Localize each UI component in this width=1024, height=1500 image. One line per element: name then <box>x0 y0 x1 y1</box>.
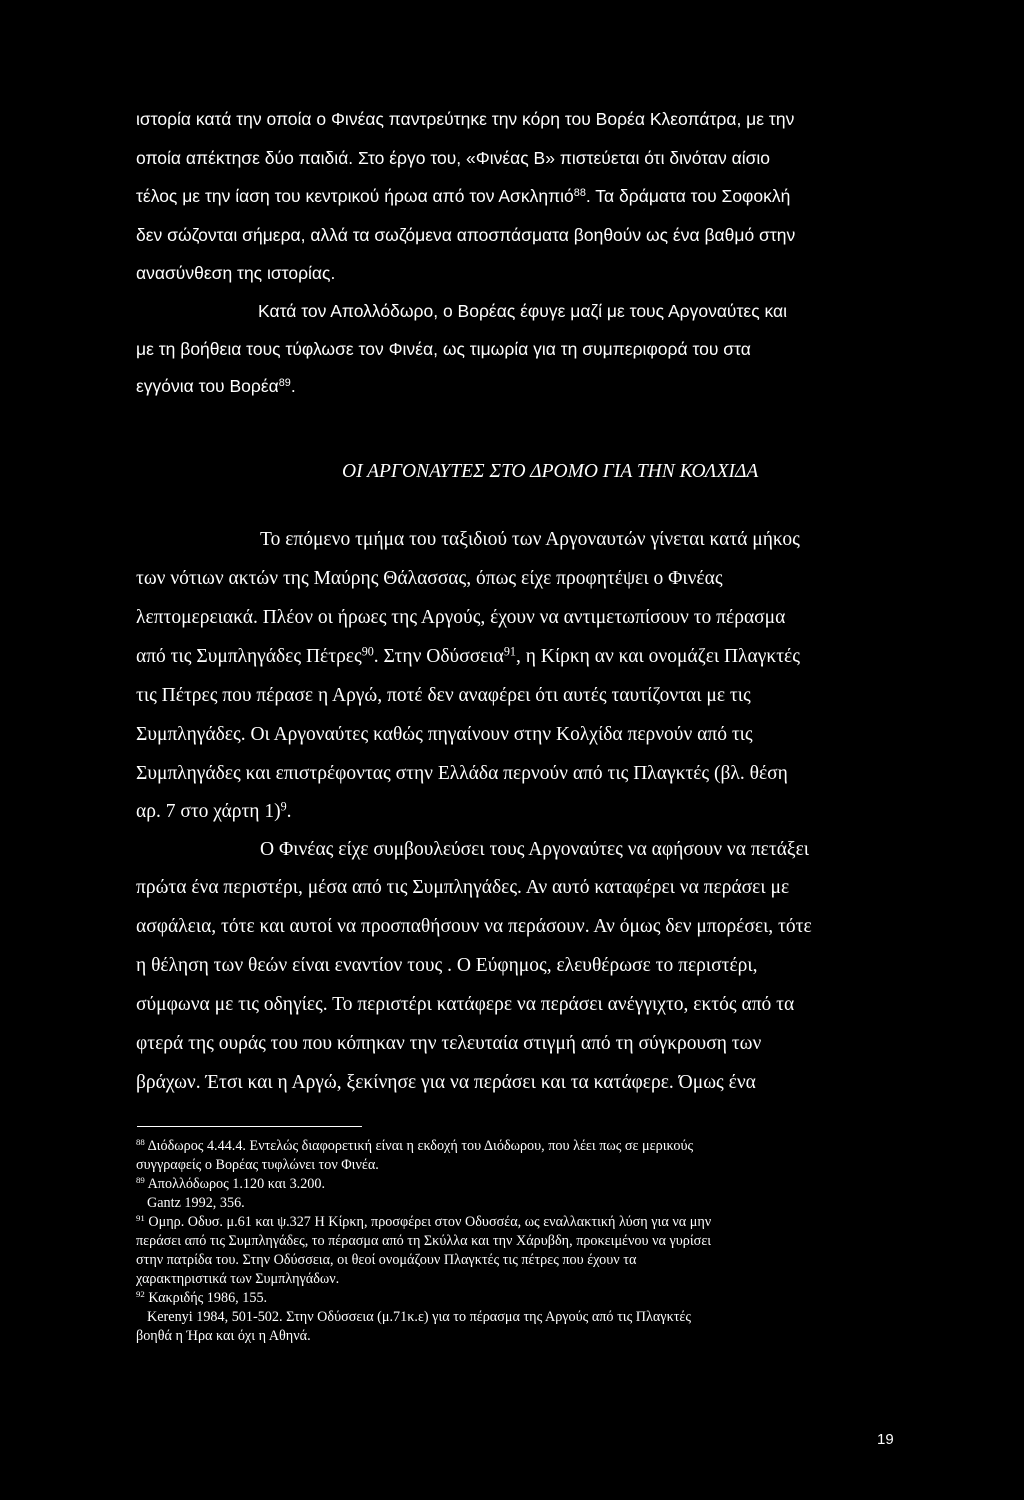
footnote-89: $^{89}$ Απολλόδωρος 1.120 και 3.200. <box>136 1175 326 1192</box>
intro-line-1: ιστορία κατά την οποία ο Φινέας παντρεύτηκε την κόρη του Βορέα Κλεοπάτρα, με την <box>136 109 795 129</box>
footnote-number-91: 91 <box>136 1213 145 1224</box>
footnote-91-cont-3: χαρακτηριστικά των Συμπληγάδων. <box>136 1271 340 1287</box>
footnote-number-92: 92 <box>136 1289 145 1300</box>
journey-line-7: Συμπληγάδες και επιστρέφοντας στην Ελλάδα περνούν από τις Πλαγκτές (βλ. θέση <box>136 763 788 784</box>
phineus-line-1: Ο Φινέας είχε συμβουλεύσει τους Αργοναύτες να αφήσουν να πετάξει <box>260 839 810 860</box>
intro-line-4: δεν σώζονται σήμερα, αλλά τα σωζόμενα αποσπάσματα βοηθούν ως ένα βαθμό στην <box>136 225 796 245</box>
journey-line-2: των νότιων ακτών της Μαύρης Θάλασσας, όπως είχε προφητέψει ο Φινέας <box>136 568 723 589</box>
footnote-91-cont-2: στην πατρίδα του. Στην Οδύσσεια, οι θεοί ονομάζουν Πλαγκτές τις πέτρες που έχουν τα <box>136 1252 637 1268</box>
phineus-line-3: ασφάλεια, τότε και αυτοί να προσπαθήσουν να περάσουν. Αν όμως δεν μπορέσει, τότε <box>136 916 812 937</box>
footnote-88: $^{88}$ Διόδωρος 4.44.4. Εντελώς διαφορετική είναι η εκδοχή του Διόδωρου, που λέει πως σε μερικούς <box>136 1137 694 1154</box>
journey-line-6: Συμπληγάδες. Οι Αργοναύτες καθώς πηγαίνουν στην Κολχίδα περνούν από τις <box>136 724 753 745</box>
footnote-ref-9: 9 <box>280 799 287 814</box>
phineus-line-5: σύμφωνα με τις οδηγίες. Το περιστέρι κατάφερε να περάσει ανέγγιχτο, εκτός από τα <box>136 994 795 1015</box>
footnote-88-cont: συγγραφείς ο Βορέας τυφλώνει τον Φινέα. <box>136 1157 379 1173</box>
intro-line-5: ανασύνθεση της ιστορίας. <box>136 263 336 283</box>
footnote-ref-91: 91 <box>503 644 516 659</box>
footnote-92: $^{92}$ Κακριδής 1986, 155. <box>136 1289 268 1306</box>
apollodorus-line-2: με τη βοήθεια τους τύφλωσε τον Φινέα, ως τιμωρία για τη συμπεριφορά του στα <box>136 339 751 359</box>
footnote-separator <box>137 1126 362 1127</box>
footnote-number-88: 88 <box>136 1137 145 1148</box>
footnote-number-89: 89 <box>136 1175 145 1186</box>
phineus-line-2: πρώτα ένα περιστέρι, μέσα από τις Συμπληγάδες. Αν αυτό καταφέρει να περάσει με <box>136 877 790 898</box>
footnote-93: Kerenyi 1984, 501-502. Στην Οδύσσεια (μ.71κ.ε) για το πέρασμα της Αργούς από τις Πλαγκτές <box>147 1309 692 1325</box>
journey-line-3: λεπτομερειακά. Πλέον οι ήρωες της Αργούς, έχουν να αντιμετωπίσουν το πέρασμα <box>136 607 786 628</box>
journey-line-1: Το επόμενο τμήμα του ταξιδιού των Αργοναυτών γίνεται κατά μήκος <box>260 529 800 550</box>
section-heading: ΟΙ ΑΡΓΟΝΑΥΤΕΣ ΣΤΟ ΔΡΟΜΟ ΓΙΑ ΤΗΝ ΚΟΛΧΙΔΑ <box>342 461 759 482</box>
footnote-ref-90: 90 <box>361 644 374 659</box>
apollodorus-line-3: εγγόνια του Βορέα$^{89}$. <box>136 376 296 396</box>
journey-line-5: τις Πέτρες που πέρασε η Αργώ, ποτέ δεν αναφέρει ότι αυτές ταυτίζονται με τις <box>136 685 751 706</box>
footnote-90: Gantz 1992, 356. <box>147 1195 245 1211</box>
apollodorus-line-1: Κατά τον Απολλόδωρο, ο Βορέας έφυγε μαζί με τους Αργοναύτες και <box>258 301 788 321</box>
phineus-line-7: βράχων. Έτσι και η Αργώ, ξεκίνησε για να περάσει και τα κατάφερε. Όμως ένα <box>136 1072 756 1093</box>
footnote-ref-88: 88 <box>573 187 586 200</box>
footnote-91: $^{91}$ Ομηρ. Οδυσ. μ.61 και ψ.327 Η Κίρκη, προσφέρει στον Οδυσσέα, ως εναλλακτική λύση για να μην <box>136 1213 712 1230</box>
journey-line-4: από τις Συμπληγάδες Πέτρες$^{90}$. Στην Οδύσσεια$^{91}$, η Κίρκη αν και ονομάζει Πλαγκτές <box>136 644 800 667</box>
page-number: 19 <box>877 1431 894 1448</box>
footnote-93-cont: βοηθά η Ήρα και όχι η Αθηνά. <box>136 1328 311 1344</box>
intro-line-3: τέλος με την ίαση του κεντρικού ήρωα από τον Ασκληπιό$^{88}$. Τα δράματα του Σοφοκλή <box>136 186 791 206</box>
footnote-ref-89: 89 <box>278 377 291 390</box>
footnote-91-cont-1: περάσει από τις Συμπληγάδες, το πέρασμα από τη Σκύλλα και την Χάρυβδη, προκειμένου να γυρίσει <box>136 1233 712 1249</box>
intro-line-2: οποία απέκτησε δύο παιδιά. Στο έργο του, «Φινέας Β» πιστεύεται ότι δινόταν αίσιο <box>136 148 771 168</box>
journey-line-8: αρ. 7 στο χάρτη 1)$^9$. <box>136 799 292 822</box>
phineus-line-6: φτερά της ουράς του που κόπηκαν την τελευταία στιγμή από τη σύγκρουση των <box>136 1033 762 1054</box>
phineus-line-4: η θέληση των θεών είναι εναντίον τους . Ο Εύφημος, ελευθέρωσε το περιστέρι, <box>136 955 758 976</box>
